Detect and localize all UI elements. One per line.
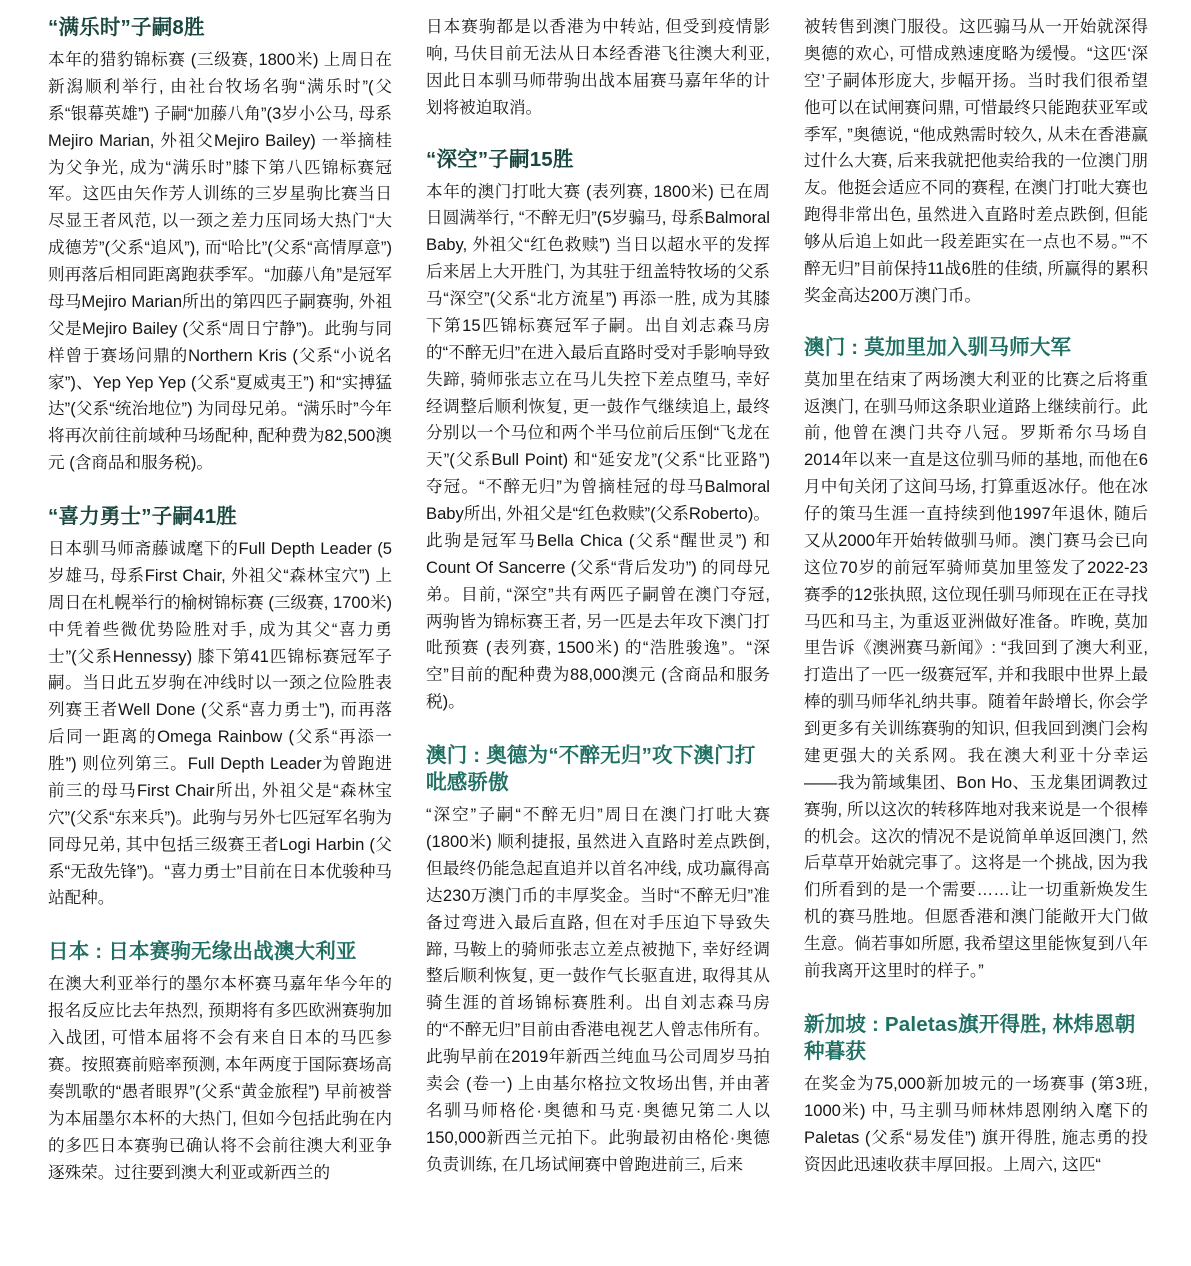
article-body: 日本赛驹都是以香港为中转站, 但受到疫情影响, 马伕目前无法从日本经香港飞往澳大利亚, 因此日本驯马师带驹出战本届赛马嘉年华的计划将被迫取消。 [426, 17, 770, 117]
article-headline: “深空”子嗣15胜 [426, 147, 574, 171]
article-body: “深空”子嗣“不醉无归”周日在澳门打吡大赛 (1800米) 顺利捷报, 虽然进入直路时差点跌倒, 但最终仍能急起直追并以首名冲线, 成功赢得高达230万澳门币的丰厚奖金。当时“不醉无归”准备过弯进入最后直路, 但在对手压迫下导致失蹄, 马鞍上的骑师张志立差点被抛下, 幸好经调整后顺利恢复, 更一鼓作气长驱直进, 取得其从骑生涯的首场锦标赛胜利。出自刘志森马房的“不醉无归”目前由香港电视艺人曾志伟所有。此驹早前在2019年新西兰纯血马公司周岁马拍卖会 (卷一) 上由基尔格拉文牧场出售, 并由著名驯马师格伦·奥德和马克·奥德兄第二人以150,000新西兰元拍下。此驹最初由格伦·奥德负责训练, 在几场试闸赛中曾跑进前三, 后来 [426, 805, 770, 1174]
article-macau-trainer-moore [804, 334, 1148, 985]
article-body: 日本驯马师斋藤诚麾下的Full Depth Leader (5岁雄马, 母系First Chair, 外祖父“森林宝穴”) 上周日在札幌举行的榆树锦标赛 (三级赛, 1700米) 中凭着些微优势险胜对手, 成为其父“喜力勇士”(父系Hennessy) 膝下第41匹锦标赛冠军子嗣。当日此五岁驹在冲线时以一颈之位险胜表列赛王者Well Done (父系“喜力勇士”), 而再落后同一距离的Omega Rainbow (父系“再添一胜”) 则位列第三。Full Depth Leader为曾跑进前三的母马First Chair所出, 外祖父是“森林宝穴”(父系“东来兵”)。此驹与另外七匹冠军名驹为同母兄弟, 其中包括三级赛王者Logi Harbin (父系“无敌先锋”)。“喜力勇士”目前在日本优骏种马站配种。 [48, 539, 392, 908]
article-headline: “满乐时”子嗣8胜 [48, 16, 205, 39]
article-body: 在澳大利亚举行的墨尔本杯赛马嘉年华今年的报名反应比去年热烈, 预期将有多匹欧洲赛驹加入战团, 可惜本届将不会有来自日本的马匹参赛。按照赛前赔率预测, 本年两度于国际赛场高奏凯歌的“愚者眼界”(父系“黄金旅程”) 早前被誉为本届墨尔本杯的大热门, 但如今包括此驹在内的多匹日本赛驹已确认将不会前往澳大利亚争逐殊荣。过往要到澳大利亚或新西兰的 [48, 974, 392, 1182]
article-hinchinbrook [48, 503, 392, 912]
article-body: 莫加里在结束了两场澳大利亚的比赛之后将重返澳门, 在驯马师这条职业道路上继续前行。此前, 他曾在澳门共夺八冠。罗斯希尔马场自2014年以来一直是这位驯马师的基地, 而他在6月中旬关闭了这间马场, 打算重返冰仔。他在冰仔的策马生涯一直持续到他1997年退休, 随后又从2000年开始转做驯马师。澳门赛马会已向这位70岁的前冠军骑师莫加里签发了2022-23赛季的12张执照, 这位现任驯马师现在正在寻找马匹和马主, 为重返亚洲做好准备。昨晚, 莫加里告诉《澳洲赛马新闻》: “我回到了澳大利亚, 打造出了一匹一级赛冠军, 并和我眼中世界上最棒的驯马师华礼纳共事。随着年龄增长, 你会学到更多有关训练赛驹的知识, 但我回到澳门会构建更强大的关系网。我在澳大利亚十分幸运——我为箭域集团、Bon Ho、玉龙集团调教过赛驹, 所以这次的转移阵地对我来说是一个很棒的机会。这次的情况不是说简单单返回澳门, 然后草草开始就完事了。这将是一个挑战, 因为我们所看到的是一个需要……让一切重新焕发生机的赛马胜地。但愿香港和澳门能敞开大门做生意。倘若事如所愿, 我希望这里能恢复到八年前我离开这里时的样子。” [804, 369, 1148, 980]
article-body: 被转售到澳门服役。这匹骟马从一开始就深得奥德的欢心, 可惜成熟速度略为缓慢。“这匹‘深空’子嗣体形庞大, 步幅开扬。当时我们很希望他可以在试闸赛问鼎, 可惜最终只能跑获亚军或季军, ”奥德说, “他成熟需时较久, 从未在香港赢过什么大赛, 后来我就把他卖给我的一位澳门朋友。他挺会适应不同的赛程, 在澳门打吡大赛也跑得非常出色, 虽然进入直路时差点跌倒, 但能够从后追上如此一段差距实在一点也不易。”“不醉无归”目前保持11战6胜的佳绩, 所赢得的累积奖金高达200万澳门币。 [804, 17, 1148, 305]
article-continuation [804, 14, 1148, 310]
column-container [48, 14, 1163, 1256]
article-manhattan-rain [48, 14, 392, 477]
column-2 [426, 14, 770, 1256]
article-headline: 澳门 : 奥德为“不醉无归”攻下澳门打吡感骄傲 [426, 744, 756, 795]
article-body: 本年的澳门打吡大赛 (表列赛, 1800米) 已在周日圆满举行, “不醉无归”(5岁骟马, 母系Balmoral Baby, 外祖父“红色救赎”) 当日以超水平的发挥后来居上大开胜门, 为其驻于纽盖特牧场的父系马“深空”(父系“北方流星”) 再添一胜, 成为其膝下第15匹锦标赛冠军子嗣。出自刘志森马房的“不醉无归”在进入最后直路时受对手影响导致失蹄, 骑师张志立在马儿失控下差点堕马, 幸好经调整后顺利恢复, 更一鼓作气继续追上, 最终分别以一个马位和两个半马位前后压倒“飞龙在天”(父系Bull Point) 和“延安龙”(父系“比亚路”) 夺冠。“不醉无归”为曾摘桂冠的母马Balmoral Baby所出, 外祖父是“红色救赎”(父系Roberto)。此驹是冠军马Bella Chica (父系“醒世灵”) 和Count Of Sancerre (父系“背后发功”) 的同母兄弟。目前, “深空”共有两匹子嗣曾在澳门夺冠, 两驹皆为锦标赛王者, 另一匹是去年攻下澳门打吡预赛 (表列赛, 1500米) 的“浩胜骏逸”。“深空”目前的配种费为88,000澳元 (含商品和服务税)。 [426, 181, 770, 712]
article-headline: “喜力勇士”子嗣41胜 [48, 505, 238, 529]
column-1 [48, 14, 392, 1256]
article-headline: 日本 : 日本赛驹无缘出战澳大利亚 [48, 940, 357, 964]
article-singapore-paletas [804, 1011, 1148, 1179]
article-deep-field [426, 146, 770, 717]
article-headline: 澳门 : 莫加里加入驯马师大军 [804, 335, 1072, 359]
article-headline: 新加坡 : Paletas旗开得胜, 林炜恩朝种暮获 [804, 1012, 1136, 1063]
article-macau-derby-ode [426, 742, 770, 1178]
article-continuation [426, 14, 770, 122]
article-body: 本年的猎豹锦标赛 (三级赛, 1800米) 上周日在新潟顺利举行, 由社台牧场名驹“满乐时”(父系“银幕英雄”) 子嗣“加藤八角”(3岁小公马, 母系Mejiro Marian, 外祖父Mejiro Bailey) 一举摘桂为父争光, 成为“满乐时”膝下第八匹锦标赛冠军。这匹由矢作芳人训练的三岁星驹比赛当日尽显王者风范, 以一颈之差力压同场大热门“大成德芳”(父系“追风”), 而“哈比”(父系“高情厚意”) 则再落后相同距离跑获季军。“加藤八角”是冠军母马Mejiro Marian所出的第四匹子嗣赛驹, 外祖父是Mejiro Bailey (父系“周日宁静”)。此驹与同样曾于赛场问鼎的Northern Kris (父系“小说名家”)、Yep Yep Yep (父系“夏威夷王”) 和“实搏猛达”(父系“统治地位”) 为同母兄弟。“满乐时”今年将再次前往前域种马场配种, 配种费为82,500澳元 (含商品和服务税)。 [48, 50, 392, 473]
article-body: 在奖金为75,000新加坡元的一场赛事 (第3班, 1000米) 中, 马主驯马师林炜恩刚纳入麾下的Paletas (父系“易发佳”) 旗开得胜, 施志勇的投资因此迅速收获丰厚回报。上周六, 这匹“ [804, 1073, 1148, 1174]
column-3 [804, 14, 1148, 1256]
article-japan-melbourne-cup [48, 938, 392, 1186]
